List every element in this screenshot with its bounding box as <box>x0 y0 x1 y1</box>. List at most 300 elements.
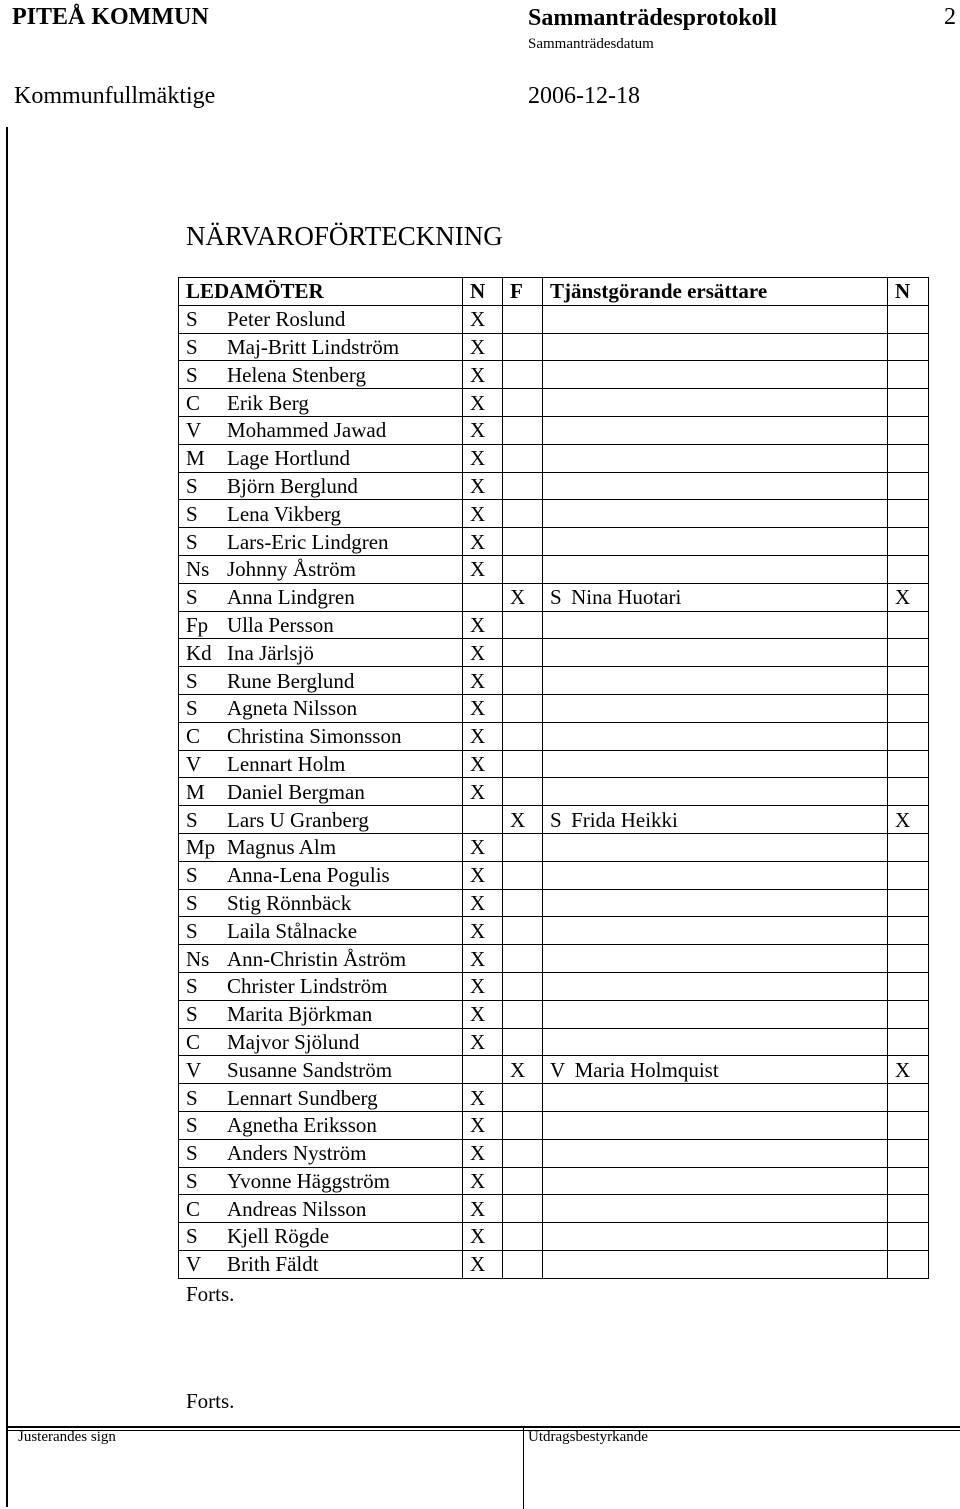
member-cell <box>179 917 463 945</box>
member-name: Laila Stålnacke <box>227 918 358 943</box>
substitute-cell <box>543 1250 888 1278</box>
member-name: Ann-Christin Åström <box>227 946 407 971</box>
member-party: S <box>186 668 198 693</box>
member-party: S <box>186 501 198 526</box>
present-cell <box>463 945 503 973</box>
present-mark: X <box>470 696 486 721</box>
member-cell <box>179 889 463 917</box>
member-party: M <box>186 446 205 471</box>
absent-cell <box>503 389 543 417</box>
substitute-party: V <box>550 1057 566 1082</box>
table-row <box>179 555 929 583</box>
substitute-cell <box>543 555 888 583</box>
present-cell <box>463 555 503 583</box>
footer-rule-thin <box>6 1430 960 1431</box>
present-mark: X <box>470 668 486 693</box>
substitute-cell <box>543 1195 888 1223</box>
present-cell <box>463 389 503 417</box>
present-mark: X <box>470 529 486 554</box>
member-name: Johnny Åström <box>227 557 356 582</box>
absent-cell <box>503 1195 543 1223</box>
substitute-cell <box>543 889 888 917</box>
member-name: Agneta Nilsson <box>227 696 358 721</box>
table-row <box>179 1139 929 1167</box>
substitute-cell <box>543 1084 888 1112</box>
table-row <box>179 917 929 945</box>
substitute-name: Frida Heikki <box>571 807 678 832</box>
table-row <box>179 1000 929 1028</box>
present-mark: X <box>470 1029 486 1054</box>
substitute-present-cell <box>888 639 929 667</box>
member-party: S <box>186 1141 198 1166</box>
substitute-cell <box>543 361 888 389</box>
table-header-row <box>179 278 929 306</box>
present-cell <box>463 528 503 556</box>
member-cell <box>179 667 463 695</box>
table-row <box>179 333 929 361</box>
member-cell <box>179 305 463 333</box>
table-row <box>179 750 929 778</box>
table-row <box>179 1056 929 1084</box>
member-name: Lena Vikberg <box>227 501 342 526</box>
member-cell <box>179 1250 463 1278</box>
substitute-present-cell <box>888 889 929 917</box>
member-cell <box>179 1084 463 1112</box>
member-party: Mp <box>186 835 216 860</box>
present-cell <box>463 472 503 500</box>
member-cell <box>179 472 463 500</box>
substitute-cell <box>543 972 888 1000</box>
absent-cell <box>503 1084 543 1112</box>
substitute-present-cell <box>888 444 929 472</box>
present-cell <box>463 722 503 750</box>
substitute-cell <box>543 500 888 528</box>
absent-cell <box>503 583 543 611</box>
present-mark: X <box>470 390 486 415</box>
member-name: Erik Berg <box>227 390 309 415</box>
substitute-cell <box>543 667 888 695</box>
footer-certification-label: Utdragsbestyrkande <box>528 1429 648 1445</box>
absent-mark: X <box>510 807 526 832</box>
table-row <box>179 361 929 389</box>
member-party: S <box>186 529 198 554</box>
present-mark: X <box>470 307 486 332</box>
substitute-cell <box>543 1056 888 1084</box>
table-row <box>179 972 929 1000</box>
present-cell <box>463 416 503 444</box>
present-cell <box>463 833 503 861</box>
table-row <box>179 1084 929 1112</box>
absent-cell <box>503 750 543 778</box>
member-party: C <box>186 390 201 415</box>
present-cell <box>463 361 503 389</box>
substitute-present-cell <box>888 1028 929 1056</box>
substitute-present-cell <box>888 694 929 722</box>
header-substitutes: Tjänstgörande ersättare <box>543 278 888 306</box>
member-party: S <box>186 334 198 359</box>
member-cell <box>179 639 463 667</box>
table-row <box>179 1195 929 1223</box>
member-name: Lennart Sundberg <box>227 1085 378 1110</box>
substitute-cell <box>543 722 888 750</box>
absent-cell <box>503 361 543 389</box>
absent-cell <box>503 667 543 695</box>
substitute-present-cell <box>888 611 929 639</box>
member-party: S <box>186 918 198 943</box>
present-cell <box>463 806 503 834</box>
member-party: C <box>186 724 201 749</box>
member-party: Ns <box>186 946 210 971</box>
substitute-present-cell <box>888 361 929 389</box>
member-party: Ns <box>186 557 210 582</box>
absent-mark: X <box>510 585 526 610</box>
substitute-cell <box>543 1028 888 1056</box>
member-party: S <box>186 362 198 387</box>
substitute-present-cell <box>888 305 929 333</box>
present-mark: X <box>470 1002 486 1027</box>
member-name: Anna-Lena Pogulis <box>227 863 390 888</box>
member-party: S <box>186 1002 198 1027</box>
present-cell <box>463 305 503 333</box>
member-cell <box>179 861 463 889</box>
table-row <box>179 806 929 834</box>
present-mark: X <box>470 473 486 498</box>
absent-cell <box>503 778 543 806</box>
absent-cell <box>503 1000 543 1028</box>
present-cell <box>463 917 503 945</box>
substitute-present-cell <box>888 1223 929 1251</box>
member-name: Rune Berglund <box>227 668 355 693</box>
present-cell <box>463 778 503 806</box>
table-row <box>179 611 929 639</box>
header-substitute-present: N <box>888 278 929 306</box>
absent-cell <box>503 1250 543 1278</box>
member-cell <box>179 1028 463 1056</box>
member-name: Majvor Sjölund <box>227 1029 360 1054</box>
member-cell <box>179 833 463 861</box>
absent-cell <box>503 333 543 361</box>
table-row <box>179 1250 929 1278</box>
absent-cell <box>503 1223 543 1251</box>
present-cell <box>463 1195 503 1223</box>
present-cell <box>463 1000 503 1028</box>
substitute-cell <box>543 528 888 556</box>
member-cell <box>179 1223 463 1251</box>
substitute-cell <box>543 1167 888 1195</box>
substitute-present-cell <box>888 500 929 528</box>
member-name: Lennart Holm <box>227 751 346 776</box>
member-name: Lage Hortlund <box>227 446 351 471</box>
member-party: V <box>186 751 202 776</box>
member-name: Lars U Granberg <box>227 807 369 832</box>
member-cell <box>179 1195 463 1223</box>
member-cell <box>179 416 463 444</box>
member-cell <box>179 1167 463 1195</box>
absent-cell <box>503 1167 543 1195</box>
member-party: S <box>186 807 198 832</box>
present-cell <box>463 1250 503 1278</box>
member-party: V <box>186 1057 202 1082</box>
member-name: Yvonne Häggström <box>227 1168 390 1193</box>
header-present: N <box>463 278 503 306</box>
substitute-present-cell <box>888 1167 929 1195</box>
table-row <box>179 861 929 889</box>
absent-cell <box>503 806 543 834</box>
present-cell <box>463 1028 503 1056</box>
member-cell <box>179 500 463 528</box>
absent-cell <box>503 416 543 444</box>
member-name: Ina Järlsjö <box>227 640 314 665</box>
present-cell <box>463 694 503 722</box>
member-name: Kjell Rögde <box>227 1224 330 1249</box>
table-row <box>179 722 929 750</box>
organization-name: PITEÅ KOMMUN <box>12 4 209 30</box>
present-mark: X <box>470 724 486 749</box>
page-heading: NÄRVAROFÖRTECKNING <box>186 221 503 251</box>
present-cell <box>463 611 503 639</box>
member-cell <box>179 722 463 750</box>
attendance-rows <box>179 305 929 1278</box>
member-cell <box>179 945 463 973</box>
member-name: Magnus Alm <box>227 835 337 860</box>
member-cell <box>179 611 463 639</box>
member-party: S <box>186 696 198 721</box>
continued-note: Forts. <box>186 1282 235 1306</box>
table-row <box>179 833 929 861</box>
member-party: C <box>186 1196 201 1221</box>
present-cell <box>463 1139 503 1167</box>
table-row <box>179 1167 929 1195</box>
substitute-present-cell <box>888 1139 929 1167</box>
member-party: S <box>186 1113 198 1138</box>
table-row <box>179 389 929 417</box>
present-mark: X <box>470 890 486 915</box>
substitute-present-cell <box>888 806 929 834</box>
document-title: Sammanträdesprotokoll <box>528 5 777 31</box>
member-cell <box>179 361 463 389</box>
substitute-cell <box>543 945 888 973</box>
member-cell <box>179 1139 463 1167</box>
member-name: Stig Rönnbäck <box>227 890 352 915</box>
member-cell <box>179 778 463 806</box>
substitute-name: Maria Holmquist <box>574 1057 719 1082</box>
absent-cell <box>503 833 543 861</box>
table-row <box>179 945 929 973</box>
substitute-cell <box>543 472 888 500</box>
substitute-present-cell <box>888 389 929 417</box>
present-cell <box>463 1223 503 1251</box>
member-party: S <box>186 307 198 332</box>
present-cell <box>463 1056 503 1084</box>
substitute-name: Nina Huotari <box>571 585 682 610</box>
table-row <box>179 500 929 528</box>
present-cell <box>463 889 503 917</box>
member-name: Christer Lindström <box>227 974 388 999</box>
table-row <box>179 1111 929 1139</box>
present-mark: X <box>470 418 486 443</box>
substitute-cell <box>543 333 888 361</box>
present-cell <box>463 972 503 1000</box>
absent-cell <box>503 861 543 889</box>
substitute-party: S <box>550 807 562 832</box>
substitute-present-cell <box>888 1000 929 1028</box>
member-party: M <box>186 779 205 804</box>
substitute-present-cell <box>888 555 929 583</box>
present-cell <box>463 750 503 778</box>
footer-signature-label: Justerandes sign <box>18 1429 116 1445</box>
present-mark: X <box>470 1196 486 1221</box>
present-mark: X <box>470 835 486 860</box>
member-cell <box>179 1056 463 1084</box>
present-mark: X <box>470 863 486 888</box>
member-cell <box>179 444 463 472</box>
substitute-cell <box>543 694 888 722</box>
present-mark: X <box>470 334 486 359</box>
present-mark: X <box>470 946 486 971</box>
substitute-cell <box>543 416 888 444</box>
member-name: Björn Berglund <box>227 473 358 498</box>
absent-cell <box>503 1111 543 1139</box>
substitute-cell <box>543 1000 888 1028</box>
substitute-present-mark: X <box>895 807 911 832</box>
table-row <box>179 583 929 611</box>
substitute-present-mark: X <box>895 585 911 610</box>
header-absent: F <box>503 278 543 306</box>
substitute-party: S <box>550 585 562 610</box>
substitute-present-cell <box>888 1195 929 1223</box>
present-mark: X <box>470 779 486 804</box>
member-cell <box>179 1111 463 1139</box>
present-mark: X <box>470 640 486 665</box>
absent-cell <box>503 722 543 750</box>
present-cell <box>463 583 503 611</box>
present-cell <box>463 500 503 528</box>
page-number: 2 <box>944 4 956 30</box>
substitute-present-cell <box>888 917 929 945</box>
absent-cell <box>503 1056 543 1084</box>
member-party: S <box>186 974 198 999</box>
absent-cell <box>503 639 543 667</box>
table-row <box>179 472 929 500</box>
header-members: LEDAMÖTER <box>179 278 463 306</box>
table-row <box>179 667 929 695</box>
date-label: Sammanträdesdatum <box>528 36 654 52</box>
absent-cell <box>503 305 543 333</box>
table-row <box>179 444 929 472</box>
substitute-cell <box>543 778 888 806</box>
present-mark: X <box>470 1141 486 1166</box>
member-party: C <box>186 1029 201 1054</box>
present-cell <box>463 1167 503 1195</box>
member-name: Daniel Bergman <box>227 779 365 804</box>
substitute-present-cell <box>888 722 929 750</box>
substitute-present-cell <box>888 778 929 806</box>
member-cell <box>179 555 463 583</box>
absent-cell <box>503 500 543 528</box>
substitute-cell <box>543 917 888 945</box>
member-party: Fp <box>186 612 209 637</box>
member-name: Susanne Sandström <box>227 1057 393 1082</box>
present-cell <box>463 1084 503 1112</box>
substitute-present-cell <box>888 333 929 361</box>
substitute-cell <box>543 1223 888 1251</box>
present-mark: X <box>470 974 486 999</box>
table-row <box>179 305 929 333</box>
substitute-cell <box>543 806 888 834</box>
absent-cell <box>503 1139 543 1167</box>
member-party: S <box>186 863 198 888</box>
substitute-present-mark: X <box>895 1057 911 1082</box>
absent-cell <box>503 444 543 472</box>
substitute-present-cell <box>888 972 929 1000</box>
meeting-date: 2006-12-18 <box>528 83 640 109</box>
present-mark: X <box>470 1085 486 1110</box>
member-name: Christina Simonsson <box>227 724 402 749</box>
member-cell <box>179 806 463 834</box>
absent-cell <box>503 1028 543 1056</box>
present-mark: X <box>470 1224 486 1249</box>
continued-note-footer: Forts. <box>186 1389 235 1413</box>
member-name: Anders Nyström <box>227 1141 367 1166</box>
table-row <box>179 694 929 722</box>
table-row <box>179 778 929 806</box>
present-mark: X <box>470 362 486 387</box>
member-name: Helena Stenberg <box>227 362 366 387</box>
member-cell <box>179 750 463 778</box>
member-party: Kd <box>186 640 212 665</box>
member-cell <box>179 389 463 417</box>
absent-cell <box>503 555 543 583</box>
table-row <box>179 416 929 444</box>
substitute-cell <box>543 583 888 611</box>
substitute-present-cell <box>888 945 929 973</box>
substitute-present-cell <box>888 1056 929 1084</box>
present-cell <box>463 1111 503 1139</box>
substitute-present-cell <box>888 833 929 861</box>
table-row <box>179 1028 929 1056</box>
present-mark: X <box>470 612 486 637</box>
substitute-cell <box>543 305 888 333</box>
member-name: Anna Lindgren <box>227 585 355 610</box>
absent-cell <box>503 528 543 556</box>
member-name: Lars-Eric Lindgren <box>227 529 389 554</box>
substitute-present-cell <box>888 750 929 778</box>
member-cell <box>179 583 463 611</box>
absent-mark: X <box>510 1057 526 1082</box>
substitute-present-cell <box>888 1111 929 1139</box>
substitute-present-cell <box>888 416 929 444</box>
member-name: Mohammed Jawad <box>227 418 387 443</box>
present-cell <box>463 333 503 361</box>
present-mark: X <box>470 751 486 776</box>
substitute-cell <box>543 750 888 778</box>
member-party: S <box>186 473 198 498</box>
member-cell <box>179 1000 463 1028</box>
member-party: S <box>186 1085 198 1110</box>
member-name: Marita Björkman <box>227 1002 373 1027</box>
body-name: Kommunfullmäktige <box>14 83 216 109</box>
present-mark: X <box>470 1252 486 1277</box>
substitute-present-cell <box>888 583 929 611</box>
absent-cell <box>503 889 543 917</box>
substitute-cell <box>543 389 888 417</box>
member-cell <box>179 972 463 1000</box>
member-party: S <box>186 1224 198 1249</box>
table-row <box>179 889 929 917</box>
member-party: S <box>186 890 198 915</box>
member-party: S <box>186 585 198 610</box>
table-row <box>179 528 929 556</box>
